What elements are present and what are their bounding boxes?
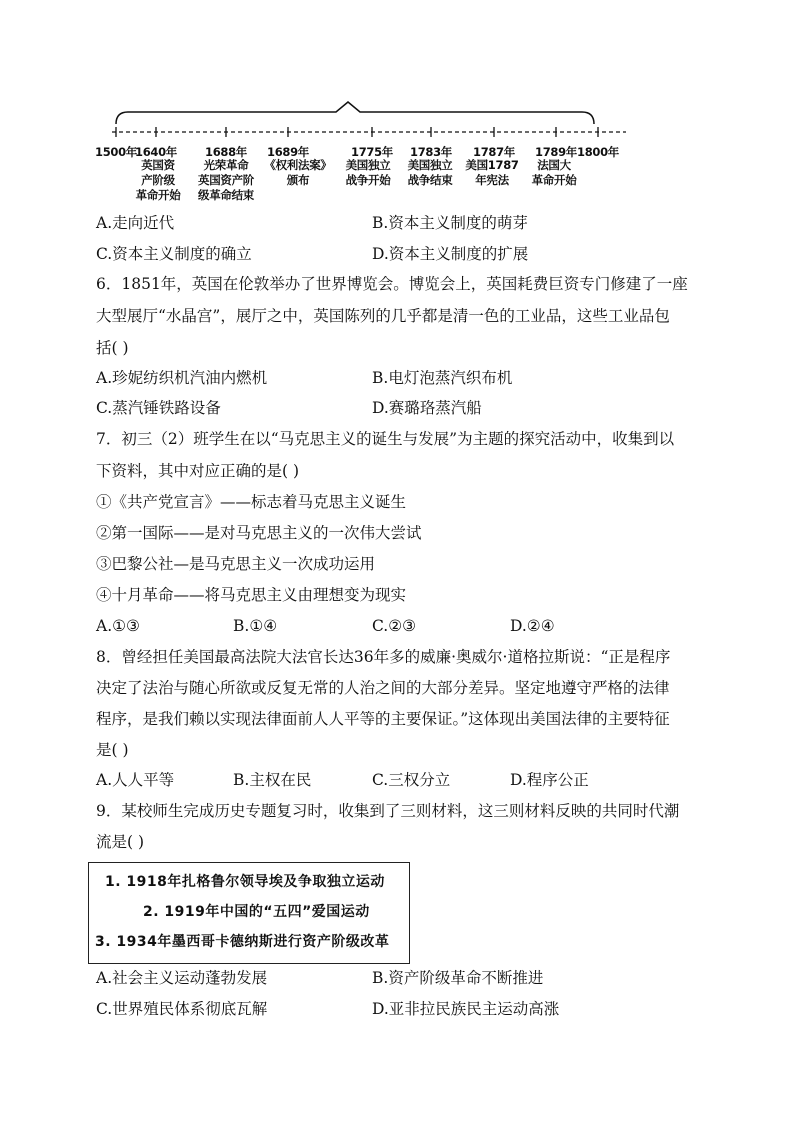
q7-item: ③巴黎公社—是马克思主义一次成功运用	[96, 555, 376, 573]
timeline-event: 美国独立 战争结束	[407, 158, 453, 187]
timeline-brace	[116, 102, 594, 124]
timeline-year: 1789年	[534, 145, 578, 159]
q7-stem-line: 下资料，其中对应正确的是( )	[96, 462, 300, 480]
q6-option-b[interactable]: B.电灯泡蒸汽织布机	[372, 369, 513, 387]
q5-option-b[interactable]: B.资本主义制度的萌芽	[372, 214, 528, 232]
q8-stem-line: 程序，是我们赖以实现法律面前人人平等的主要保证。”这体现出美国法律的主要特征	[96, 710, 670, 728]
timeline-year: 1800年	[576, 145, 620, 159]
q6-stem-line: 6．1851年，英国在伦敦举办了世界博览会。博览会上，英国耗费巨资专门修建了一座	[96, 275, 688, 293]
q7-option-d[interactable]: D.②④	[510, 617, 555, 635]
timeline-year: 1640年	[134, 145, 178, 159]
q8-option-d[interactable]: D.程序公正	[510, 771, 589, 789]
timeline-year: 1787年	[472, 145, 516, 159]
q9-material-box	[88, 862, 410, 964]
timeline-year: 1500年	[94, 145, 138, 159]
q8-option-c[interactable]: C.三权分立	[372, 771, 451, 789]
q6-stem-line: 括( )	[96, 339, 129, 357]
timeline-year: 1689年	[266, 145, 310, 159]
q9-option-d[interactable]: D.亚非拉民族民主运动高涨	[372, 1000, 560, 1018]
q7-item: ②第一国际——是对马克思主义的一次伟大尝试	[96, 524, 422, 542]
q6-option-d[interactable]: D.赛璐珞蒸汽船	[372, 399, 482, 417]
timeline-event: 光荣革命 英国资产阶 级革命结束	[198, 158, 254, 202]
timeline-year: 1688年	[204, 145, 248, 159]
q7-option-b[interactable]: B.①④	[233, 617, 278, 635]
q6-option-a[interactable]: A.珍妮纺织机汽油内燃机	[96, 369, 268, 387]
q5-option-a[interactable]: A.走向近代	[96, 214, 175, 232]
q9-option-b[interactable]: B.资产阶级革命不断推进	[372, 969, 544, 987]
q5-option-c[interactable]: C.资本主义制度的确立	[96, 245, 252, 263]
timeline-event: 美国1787 年宪法	[465, 158, 519, 187]
q9-material: 3. 1934年墨西哥卡德纳斯进行资产阶级改革	[95, 934, 390, 950]
q8-stem-line: 8．曾经担任美国最高法院大法官长达36年多的威廉·奥威尔·道格拉斯说：“正是程序	[96, 648, 671, 666]
q9-material: 1. 1918年扎格鲁尔领导埃及争取独立运动	[105, 874, 385, 890]
q9-stem-line: 流是( )	[96, 833, 145, 851]
q6-option-c[interactable]: C.蒸汽锤铁路设备	[96, 399, 221, 417]
timeline-axis	[96, 96, 636, 146]
timeline-event: 美国独立 战争开始	[345, 158, 391, 187]
q5-option-d[interactable]: D.资本主义制度的扩展	[372, 245, 529, 263]
q7-item: ①《共产党宣言》——标志着马克思主义诞生	[96, 493, 407, 511]
timeline-event: 《权利法案》 颁布	[264, 158, 332, 187]
q7-stem-line: 7．初三（2）班学生在以“马克思主义的诞生与发展”为主题的探究活动中，收集到以	[96, 430, 675, 448]
timeline-figure	[96, 96, 636, 208]
q6-stem-line: 大型展厅“水晶宫”，展厅之中，英国陈列的几乎都是清一色的工业品，这些工业品包	[96, 307, 670, 325]
q8-option-a[interactable]: A.人人平等	[96, 771, 175, 789]
q8-stem-line: 是( )	[96, 741, 129, 759]
q9-option-a[interactable]: A.社会主义运动蓬勃发展	[96, 969, 268, 987]
q8-stem-line: 决定了法治与随心所欲或反复无常的人治之间的大部分差异。坚定地遵守严格的法律	[96, 679, 670, 697]
timeline-event: 英国资 产阶级 革命开始	[135, 158, 181, 202]
timeline-year: 1775年	[350, 145, 394, 159]
timeline-year: 1783年	[409, 145, 453, 159]
timeline-event: 法国大 革命开始	[531, 158, 577, 187]
q9-stem-line: 9．某校师生完成历史专题复习时，收集到了三则材料，这三则材料反映的共同时代潮	[96, 802, 680, 820]
q9-material: 2. 1919年中国的“五四”爱国运动	[143, 904, 370, 920]
q9-option-c[interactable]: C.世界殖民体系彻底瓦解	[96, 1000, 268, 1018]
q7-option-c[interactable]: C.②③	[372, 617, 417, 635]
q7-option-a[interactable]: A.①③	[96, 617, 140, 635]
q7-item: ④十月革命——将马克思主义由理想变为现实	[96, 586, 407, 604]
q8-option-b[interactable]: B.主权在民	[233, 771, 312, 789]
